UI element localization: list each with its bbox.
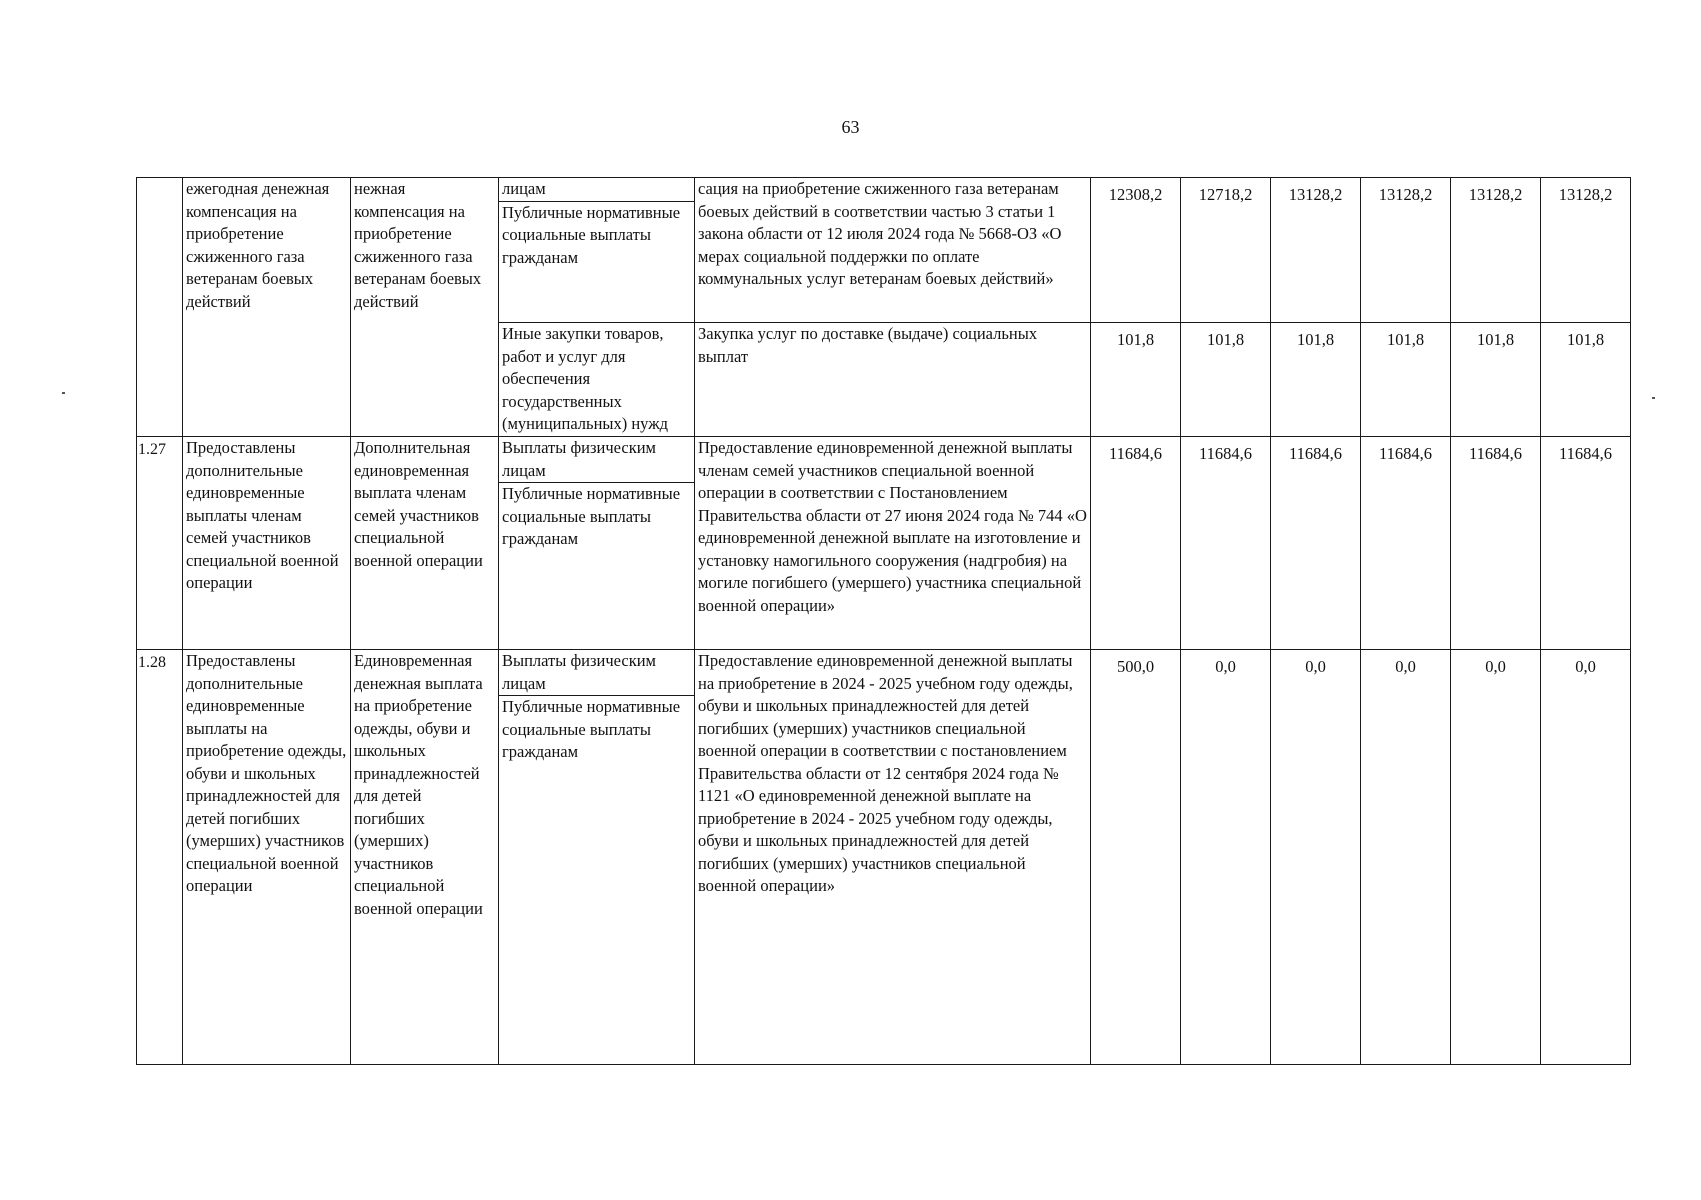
value-cell: 13128,2 xyxy=(1361,178,1451,323)
value-cell: 11684,6 xyxy=(1451,437,1541,650)
recipients-public: Публичные нормативные социальные выплаты гражданам xyxy=(502,202,681,267)
recipients-top: лицам xyxy=(499,178,694,202)
program-activities-table xyxy=(136,177,1631,1065)
value-cell: 500,0 xyxy=(1091,650,1181,1065)
measure-cell: нежная компенсация на приобретение сжиженного газа ветеранам боевых действий xyxy=(351,178,499,437)
value-cell: 11684,6 xyxy=(1541,437,1631,650)
value-cell: 101,8 xyxy=(1271,323,1361,437)
row-number: 1.27 xyxy=(137,437,183,650)
measure-cell: Дополнительная единовременная выплата членам семей участников специальной военной операции xyxy=(351,437,499,650)
recipients-public: Публичные нормативные социальные выплаты гражданам xyxy=(502,697,681,761)
table-row xyxy=(137,650,1631,1065)
value-cell: 101,8 xyxy=(1541,323,1631,437)
basis-cell: Закупка услуг по доставке (выдаче) социальных выплат xyxy=(695,323,1091,437)
basis-cell: сация на приобретение сжиженного газа ветеранам боевых действий в соответствии частью 3 статьи 1 закона области от 12 июля 2024 года № 5668-ОЗ «О мерах социальной поддержки по оплате коммунальных услуг ветеранам боевых действий» xyxy=(695,178,1091,323)
recipients-public: Публичные нормативные социальные выплаты гражданам xyxy=(502,484,681,548)
recipients-cell xyxy=(499,437,695,650)
table-row xyxy=(137,178,1631,323)
value-cell: 0,0 xyxy=(1541,650,1631,1065)
value-cell: 11684,6 xyxy=(1091,437,1181,650)
value-cell: 13128,2 xyxy=(1271,178,1361,323)
recipients-cell: Иные закупки товаров, работ и услуг для обеспечения государственных (муниципальных) нужд xyxy=(499,323,695,437)
value-cell: 13128,2 xyxy=(1451,178,1541,323)
basis-cell: Предоставление единовременной денежной выплаты членам семей участников специальной военной операции в соответствии с Постановлением Правительства области от 27 июня 2024 года № 744 «О единовременной денежной выплате на изготовление и установку намогильного сооружения (надгробия) на могиле погибшего (умершего) участника специальной военной операции» xyxy=(695,437,1091,650)
value-cell: 101,8 xyxy=(1091,323,1181,437)
value-cell: 101,8 xyxy=(1451,323,1541,437)
recipients-top: Выплаты физическим лицам xyxy=(499,650,694,696)
table-row xyxy=(137,437,1631,650)
recipients-cell xyxy=(499,650,695,1065)
basis-cell: Предоставление единовременной денежной выплаты на приобретение в 2024 - 2025 учебном году одежды, обуви и школьных принадлежностей для детей погибших (умерших) участников специальной военной операции в соответствии с постановлением Правительства области от 12 сентября 2024 года № 1121 «О единовременной денежной выплате на приобретение в 2024 - 2025 учебном году одежды, обуви и школьных принадлежностей для детей погибших (умерших) участников специальной военной операции» xyxy=(695,650,1091,1065)
result-cell: Предоставлены дополнительные единовременные выплаты на приобретение одежды, обуви и школьных принадлежностей для детей погибших (умерших) участников специальной военной операции xyxy=(183,650,351,1065)
result-cell: Предоставлены дополнительные единовременные выплаты членам семей участников специальной военной операции xyxy=(183,437,351,650)
value-cell: 101,8 xyxy=(1181,323,1271,437)
result-cell: ежегодная денежная компенсация на приобретение сжиженного газа ветеранам боевых действий xyxy=(183,178,351,437)
value-cell: 0,0 xyxy=(1451,650,1541,1065)
measure-cell: Единовременная денежная выплата на приобретение одежды, обуви и школьных принадлежностей для детей погибших (умерших) участников специальной военной операции xyxy=(351,650,499,1065)
value-cell: 11684,6 xyxy=(1271,437,1361,650)
recipients-cell xyxy=(499,178,695,323)
scan-speck xyxy=(1652,397,1655,399)
value-cell: 0,0 xyxy=(1271,650,1361,1065)
value-cell: 11684,6 xyxy=(1361,437,1451,650)
page-number: 63 xyxy=(841,117,860,137)
row-number: 1.28 xyxy=(137,650,183,1065)
scan-speck xyxy=(62,392,65,394)
value-cell: 11684,6 xyxy=(1181,437,1271,650)
value-cell: 12308,2 xyxy=(1091,178,1181,323)
value-cell: 0,0 xyxy=(1181,650,1271,1065)
value-cell: 101,8 xyxy=(1361,323,1451,437)
value-cell: 0,0 xyxy=(1361,650,1451,1065)
recipients-top: Выплаты физическим лицам xyxy=(499,437,694,483)
row-number xyxy=(137,178,183,437)
value-cell: 13128,2 xyxy=(1541,178,1631,323)
value-cell: 12718,2 xyxy=(1181,178,1271,323)
